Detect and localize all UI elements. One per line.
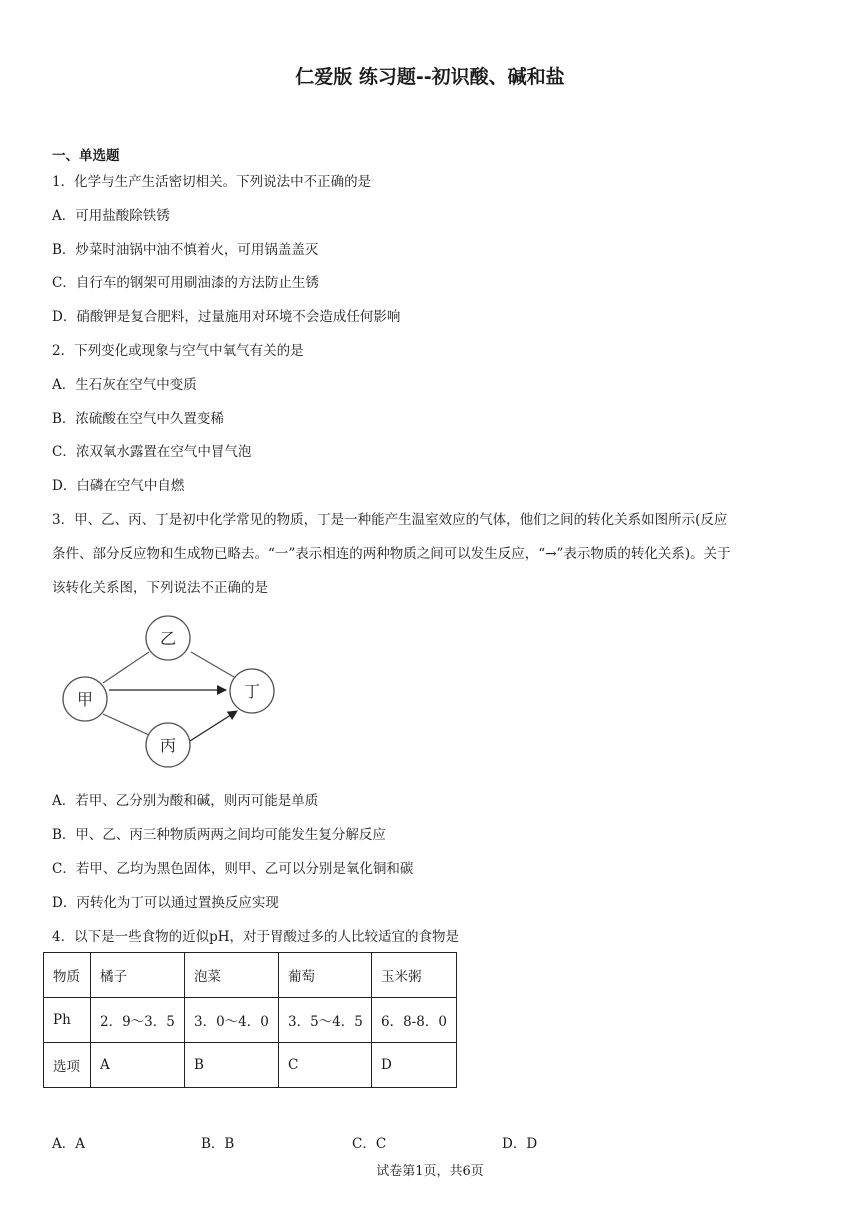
question-2-option-a: A．生石灰在空气中变质 xyxy=(52,377,197,393)
question-2-option-c: C．浓双氧水露置在空气中冒气泡 xyxy=(52,444,252,460)
question-1-stem: 1．化学与生产生活密切相关。下列说法中不正确的是 xyxy=(52,174,372,190)
table-cell: 选项 xyxy=(44,1043,91,1088)
table-cell: 3．0～4．0 xyxy=(185,998,279,1043)
table-cell: 玉米粥 xyxy=(372,953,457,998)
table-cell: 6．8-8．0 xyxy=(372,998,457,1043)
page-footer: 试卷第1页，共6页 xyxy=(376,1164,484,1179)
question-4-stem: 4．以下是一些食物的近似pH，对于胃酸过多的人比较适宜的食物是 xyxy=(52,929,460,945)
node-jia-label: 甲 xyxy=(76,690,94,709)
section-heading: 一、单选题 xyxy=(52,148,120,164)
table-row xyxy=(44,1043,457,1088)
table-row xyxy=(44,998,457,1043)
question-2-option-b: B．浓硫酸在空气中久置变稀 xyxy=(52,411,224,427)
question-4-option-a: A．A xyxy=(52,1136,85,1152)
question-1-option-a: A．可用盐酸除铁锈 xyxy=(52,208,170,224)
table-cell: 泡菜 xyxy=(185,953,279,998)
table-cell: 3．5～4．5 xyxy=(279,998,372,1043)
table-cell: C xyxy=(279,1043,372,1088)
question-4-option-c: C．C xyxy=(352,1136,387,1152)
question-2-stem: 2．下列变化或现象与空气中氧气有关的是 xyxy=(52,343,304,359)
table-cell: 葡萄 xyxy=(279,953,372,998)
table-cell: D xyxy=(372,1043,457,1088)
node-yi-label: 乙 xyxy=(159,629,177,648)
edge-yi-ding xyxy=(191,652,234,677)
table-cell: Ph xyxy=(44,998,91,1043)
question-3-option-c: C．若甲、乙均为黑色固体，则甲、乙可以分别是氧化铜和碳 xyxy=(52,861,414,877)
question-3-stem-line-1: 3．甲、乙、丙、丁是初中化学常见的物质，丁是一种能产生温室效应的气体，他们之间的转化关系如图所示(反应 xyxy=(52,512,728,528)
question-1-option-d: D．硝酸钾是复合肥料，过量施用对环境不会造成任何影响 xyxy=(52,309,401,325)
edge-jia-bing xyxy=(103,714,149,735)
edge-jia-yi xyxy=(103,652,149,683)
question-4-option-d: D．D xyxy=(502,1136,538,1152)
node-ding-label: 丁 xyxy=(243,682,261,701)
question-3-option-a: A．若甲、乙分别为酸和碱，则丙可能是单质 xyxy=(52,793,319,809)
table-cell: 橘子 xyxy=(91,953,185,998)
arrow-bing-ding xyxy=(190,711,237,741)
table-cell: B xyxy=(185,1043,279,1088)
question-1-option-b: B．炒菜时油锅中油不慎着火，可用锅盖盖灭 xyxy=(52,242,319,258)
conversion-diagram xyxy=(56,608,286,776)
question-3-option-b: B．甲、乙、丙三种物质两两之间均可能发生复分解反应 xyxy=(52,827,386,843)
question-4-option-b: B．B xyxy=(201,1136,235,1152)
node-bing-label: 丙 xyxy=(159,736,177,755)
table-cell: 2．9～3．5 xyxy=(91,998,185,1043)
page-title: 仁爱版 练习题--初识酸、碱和盐 xyxy=(295,66,565,88)
question-3-stem-line-2: 条件、部分反应物和生成物已略去。“一”表示相连的两种物质之间可以发生反应，“→”表示物质的转化关系)。关于 xyxy=(52,546,731,562)
question-1-option-c: C．自行车的钢架可用刷油漆的方法防止生锈 xyxy=(52,275,319,291)
table-row xyxy=(44,953,457,998)
question-3-stem-line-3: 该转化关系图，下列说法不正确的是 xyxy=(52,580,268,596)
ph-table xyxy=(43,952,457,1088)
question-3-option-d: D．丙转化为丁可以通过置换反应实现 xyxy=(52,895,279,911)
table-cell: A xyxy=(91,1043,185,1088)
question-2-option-d: D．白磷在空气中自燃 xyxy=(52,478,185,494)
table-cell: 物质 xyxy=(44,953,91,998)
